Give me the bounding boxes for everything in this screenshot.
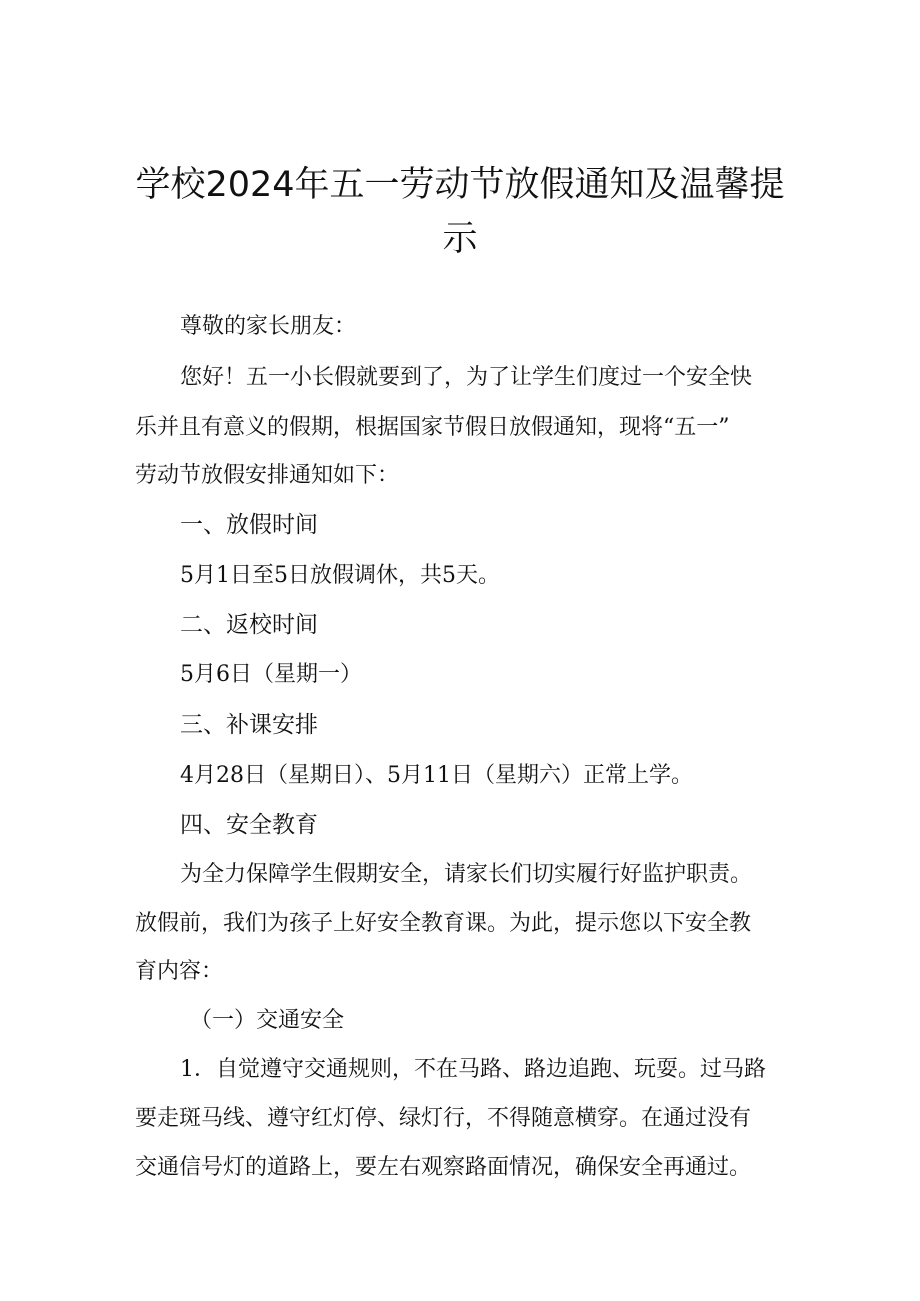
section-text-makeup-classes: 4月28日（星期日）、5月11日（星期六）正常上学。 bbox=[180, 763, 693, 788]
intro-line-2: 乐并且有意义的假期，根据国家节假日放假通知，现将“五一” bbox=[135, 415, 730, 440]
item1-line-1: 1．自觉遵守交通规则，不在马路、路边追跑、玩耍。过马路 bbox=[180, 1057, 766, 1082]
section-heading-makeup-classes: 三、补课安排 bbox=[180, 712, 318, 738]
intro-line-3: 劳动节放假安排通知如下： bbox=[135, 463, 400, 488]
salutation: 尊敬的家长朋友： bbox=[180, 314, 357, 339]
item1-line-2: 要走斑马线、遵守红灯停、绿灯行，不得随意横穿。在通过没有 bbox=[135, 1106, 752, 1131]
section-heading-holiday-time: 一、放假时间 bbox=[180, 512, 318, 538]
document-title-line-1: 学校2024年五一劳动节放假通知及温馨提 bbox=[135, 165, 785, 205]
section-heading-safety-education: 四、安全教育 bbox=[180, 812, 318, 838]
safety-line-1: 为全力保障学生假期安全，请家长们切实履行好监护职责。 bbox=[180, 862, 753, 887]
safety-line-2: 放假前，我们为孩子上好安全教育课。为此，提示您以下安全教 bbox=[135, 911, 752, 936]
subsection-traffic-safety: （一）交通安全 bbox=[190, 1008, 345, 1033]
section-heading-return-time: 二、返校时间 bbox=[180, 612, 318, 638]
section-text-return-time: 5月6日（星期一） bbox=[180, 662, 362, 687]
section-text-holiday-time: 5月1日至5日放假调休，共5天。 bbox=[180, 563, 500, 588]
item1-line-3: 交通信号灯的道路上，要左右观察路面情况，确保安全再通过。 bbox=[135, 1155, 752, 1180]
document-title-line-2: 示 bbox=[442, 219, 478, 259]
intro-line-1: 您好！五一小长假就要到了，为了让学生们度过一个安全快 bbox=[180, 365, 753, 390]
safety-line-3: 育内容： bbox=[135, 959, 224, 984]
